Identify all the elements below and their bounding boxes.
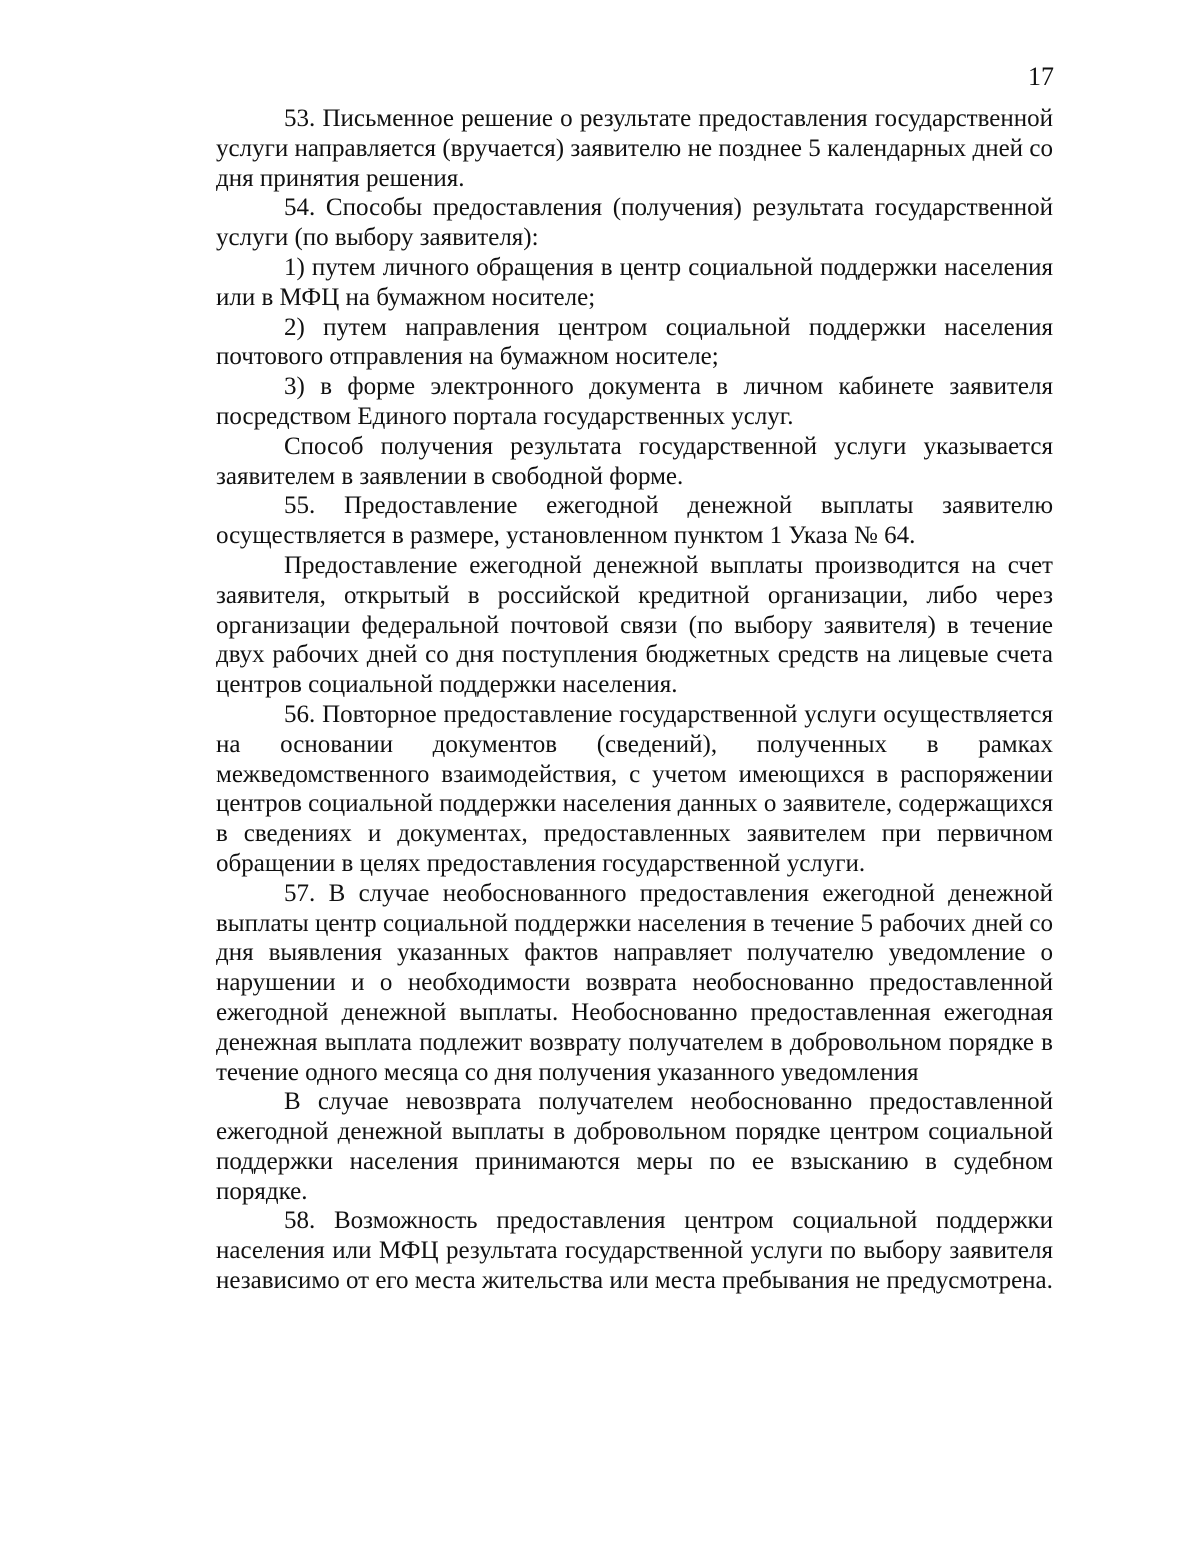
paragraph-57-detail: В случае невозврата получателем необоснованно предоставленной ежегодной денежной выплаты в добровольном порядке центром социальной поддержки населения принимаются меры по ее взысканию в судебном порядке. (216, 1088, 1053, 1205)
list-item-3: 3) в форме электронного документа в личном кабинете заявителя посредством Единого портала государственных услуг. (216, 373, 1053, 430)
paragraph-54-note: Способ получения результата государственной услуги указывается заявителем в заявлении в свободной форме. (216, 432, 1053, 490)
page-number: 17 (1028, 62, 1054, 91)
paragraph-57: 57. В случае необоснованного предоставления ежегодной денежной выплаты центр социальной поддержки населения в течение 5 рабочих дней со дня выявления указанных фактов направляет получателю уведомление о нарушении и о необходимости возврата необоснованно предоставленной ежегодной денежной выплаты. Необоснованно предоставленная ежегодная денежная выплата подлежит возврату получателем в добровольном порядке в течение одного месяца со дня получения указанного уведомления (216, 879, 1053, 1086)
paragraph-53: 53. Письменное решение о результате предоставления государственной услуги направляется (вручается) заявителю не позднее 5 календарных дней со дня принятия решения. (216, 105, 1053, 192)
document-body (216, 104, 1053, 1296)
list-item-1: 1) путем личного обращения в центр социальной поддержки населения или в МФЦ на бумажном носителе; (216, 253, 1053, 311)
paragraph-55: 55. Предоставление ежегодной денежной выплаты заявителю осуществляется в размере, установленном пунктом 1 Указа № 64. (216, 492, 1053, 550)
paragraph-54: 54. Способы предоставления (получения) результата государственной услуги (по выбору заявителя): (216, 194, 1053, 252)
paragraph-58: 58. Возможность предоставления центром социальной поддержки населения или МФЦ результата государственной услуги по выбору заявителя независимо от его места жительства или места пребывания не предусмотрена. (216, 1207, 1053, 1295)
paragraph-55-detail: Предоставление ежегодной денежной выплаты производится на счет заявителя, открытый в российской кредитной организации, либо через организации федеральной почтовой связи (по выбору заявителя) в течение двух рабочих дней со дня поступления бюджетных средств на лицевые счета центров социальной поддержки населения. (216, 551, 1053, 699)
list-item-2: 2) путем направления центром социальной поддержки населения почтового отправления на бумажном носителе; (216, 313, 1053, 371)
paragraph-56: 56. Повторное предоставление государственной услуги осуществляется на основании документов (сведений), полученных в рамках межведомственного взаимодействия, с учетом имеющихся в распоряжении центров социальной поддержки населения данных о заявителе, содержащихся в сведениях и документах, предоставленных заявителем при первичном обращении в целях предоставления государственной услуги. (216, 700, 1053, 877)
